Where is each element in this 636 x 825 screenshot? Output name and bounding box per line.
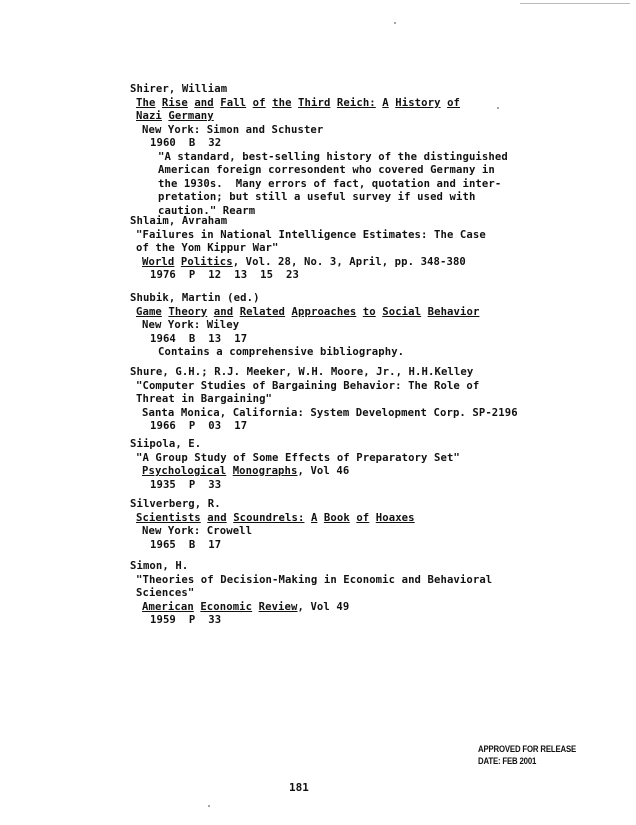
entry-line: [130, 137, 508, 151]
entry-text: , Vol 49: [297, 600, 350, 613]
entry-text: "Theories of Decision-Making in Economic and Behavioral: [136, 573, 493, 586]
scan-mark: [520, 3, 630, 4]
entry-text: 1960 B 32: [150, 137, 222, 149]
bibliography-entry: [130, 292, 479, 360]
underlined-text: Rise: [161, 96, 188, 109]
entry-line: [130, 512, 415, 526]
underlined-text: Book: [323, 511, 350, 524]
entry-line: [130, 614, 492, 628]
underlined-text: Review: [258, 600, 298, 613]
entry-line: [130, 393, 518, 407]
underlined-text: Scientists: [136, 511, 201, 524]
bibliography-entry: [130, 560, 492, 628]
entry-line: [130, 191, 508, 205]
entry-line: [130, 319, 479, 333]
entry-line: [130, 539, 415, 553]
entry-line: [130, 525, 415, 539]
entry-line: [130, 587, 492, 601]
underlined-text: and: [194, 96, 214, 109]
underlined-text: Approaches: [291, 305, 357, 318]
underlined-text: the: [272, 96, 292, 109]
underlined-text: Related: [239, 305, 286, 318]
underlined-text: of: [252, 96, 266, 109]
underlined-text: American: [142, 600, 194, 613]
entry-author: Shubik, Martin (ed.): [130, 292, 260, 304]
underlined-text: and: [213, 305, 234, 318]
entry-line: [130, 110, 508, 124]
entry-line: [130, 574, 492, 588]
entry-line: [130, 151, 508, 165]
bibliography-entry: [130, 215, 486, 283]
entry-line: [130, 452, 460, 466]
underlined-text: and: [207, 511, 227, 524]
underlined-text: A: [310, 511, 318, 524]
underlined-text: World: [142, 255, 175, 268]
underlined-text: of: [447, 96, 461, 109]
underlined-text: Psychological: [142, 465, 227, 477]
entry-author: Siipola, E.: [130, 438, 202, 450]
entry-line: [130, 269, 486, 283]
underlined-text: of: [356, 511, 370, 524]
entry-text: 1966 P 03 17: [150, 420, 248, 432]
underlined-text: Social: [382, 305, 422, 318]
entry-author: Shlaim, Avraham: [130, 215, 228, 227]
entry-line: [130, 407, 518, 421]
entry-line: [130, 178, 508, 192]
entry-text: "Computer Studies of Bargaining Behavior: The Role of: [136, 379, 480, 392]
entry-line: [130, 306, 479, 320]
scan-speck: [394, 22, 396, 24]
entry-text: "Failures in National Intelligence Estimates: The Case: [136, 228, 486, 241]
entry-line: [130, 601, 492, 615]
underlined-text: Fall: [220, 96, 247, 109]
entry-text: New York: Wiley: [142, 319, 240, 331]
stamp-line-2: DATE: FEB 2001: [478, 756, 537, 767]
underlined-text: A: [382, 96, 389, 109]
entry-line: [130, 380, 518, 394]
underlined-text: Third: [298, 96, 331, 109]
underlined-text: The: [136, 96, 156, 109]
underlined-text: Germany: [168, 110, 214, 122]
entry-line: [130, 465, 460, 479]
entry-text: 1935 P 33: [150, 478, 222, 491]
entry-line: [130, 229, 486, 243]
entry-line: [130, 164, 508, 178]
release-stamp: [478, 744, 576, 768]
entry-text: Santa Monica, California: System Development Corp. SP-2196: [142, 406, 518, 419]
entry-text: "A standard, best-selling history of the distinguished: [158, 150, 508, 163]
underlined-text: Reich:: [336, 96, 376, 109]
page-number: 181: [289, 781, 309, 794]
entry-text: New York: Crowell: [142, 525, 253, 537]
underlined-text: Nazi: [136, 110, 162, 122]
underlined-text: History: [395, 96, 441, 109]
underlined-text: Theory: [168, 305, 208, 318]
entry-text: "A Group Study of Some Effects of Preparatory Set": [136, 451, 460, 464]
entry-line: [130, 346, 479, 360]
underlined-text: Scoundrels:: [233, 511, 305, 524]
entry-text: , Vol. 28, No. 3, April, pp. 348-380: [232, 255, 466, 268]
entry-text: Contains a comprehensive bibliography.: [158, 346, 405, 358]
entry-text: 1965 B 17: [150, 538, 222, 551]
entry-line: [130, 124, 508, 138]
entry-text: of the Yom Kippur War": [136, 242, 279, 254]
entry-text: New York: Simon and Schuster: [142, 123, 324, 136]
entry-text: 1959 P 33: [150, 614, 222, 626]
stamp-line-1: APPROVED FOR RELEASE: [478, 744, 577, 755]
entry-text: Threat in Bargaining": [136, 393, 273, 405]
entry-line: [130, 242, 486, 256]
underlined-text: Politics: [180, 255, 233, 268]
underlined-text: to: [362, 305, 376, 318]
entry-line: [130, 256, 486, 270]
entry-line: [130, 333, 479, 347]
underlined-text: Game: [136, 305, 162, 318]
underlined-text: Behavior: [427, 305, 480, 318]
entry-text: caution." Rearm: [158, 204, 256, 217]
entry-text: Sciences": [136, 587, 195, 599]
entry-text: , Vol 46: [297, 465, 350, 477]
entry-text: the 1930s. Many errors of fact, quotation and inter-: [158, 177, 502, 190]
entry-line: [130, 479, 460, 493]
underlined-text: Economic: [200, 600, 253, 613]
entry-text: American foreign corresondent who covered Germany in: [158, 164, 495, 176]
entry-line: [130, 97, 508, 111]
bibliography-entry: [130, 366, 518, 434]
entry-text: pretation; but still a useful survey if used with: [158, 191, 476, 203]
entry-text: 1964 B 13 17: [150, 332, 248, 345]
bibliography-entry: [130, 438, 460, 492]
bibliography-entry: [130, 83, 508, 218]
underlined-text: Hoaxes: [375, 511, 415, 524]
entry-author: Shure, G.H.; R.J. Meeker, W.H. Moore, Jr., H.H.Kelley: [130, 366, 474, 378]
entry-text: 1976 P 12 13 15 23: [150, 269, 299, 281]
entry-author: Simon, H.: [130, 560, 189, 572]
bibliography-entry: [130, 498, 415, 552]
entry-author: Silverberg, R.: [130, 498, 221, 510]
entry-line: [130, 420, 518, 434]
scan-speck: [208, 805, 210, 807]
entry-author: Shirer, William: [130, 83, 228, 95]
underlined-text: Monographs: [232, 465, 298, 477]
